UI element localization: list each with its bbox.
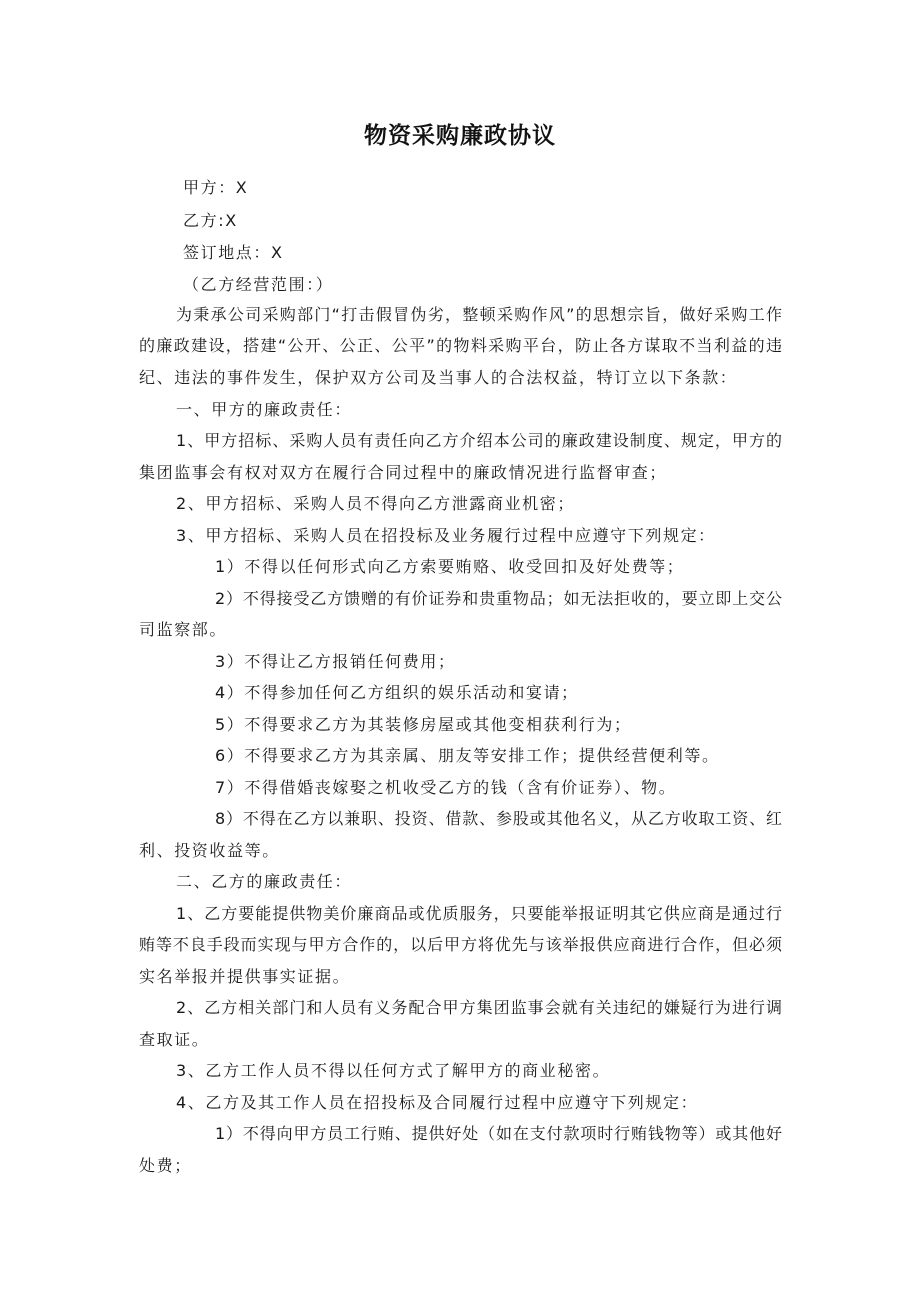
clause-line: 4、乙方及其工作人员在招投标及合同履行过程中应遵守下列规定： — [176, 1093, 699, 1112]
sub-clause-line: 3）不得让乙方报销任何费用； — [215, 652, 456, 671]
party-b: 乙方:X — [183, 211, 238, 230]
sub-clause-line: 司监察部。 — [139, 620, 228, 639]
sub-clause-line: 处费； — [139, 1156, 192, 1175]
section-heading-party-a: 一、甲方的廉政责任： — [176, 400, 353, 419]
sub-clause-line: 2）不得接受乙方馈赠的有价证券和贵重物品；如无法拒收的，要立即上交公 — [215, 589, 782, 608]
clause-line: 1、甲方招标、采购人员有责任向乙方介绍本公司的廉政建设制度、规定，甲方的 — [176, 431, 782, 450]
intro-line: 的廉政建设，搭建“公开、公正、公平”的物料采购平台，防止各方谋取不当利益的违 — [139, 336, 782, 355]
sub-clause-line: 5）不得要求乙方为其装修房屋或其他变相获利行为； — [215, 715, 632, 734]
party-a: 甲方：X — [183, 178, 249, 197]
intro-line: 为秉承公司采购部门“打击假冒伪劣，整顿采购作风”的思想宗旨，做好采购工作 — [176, 305, 782, 324]
intro-line: 纪、违法的事件发生，保护双方公司及当事人的合法权益，特订立以下条款： — [139, 368, 738, 387]
clause-line: 实名举报并提供事实证据。 — [139, 967, 351, 986]
sub-clause-line: 1）不得向甲方员工行贿、提供好处（如在支付款项时行贿钱物等）或其他好 — [215, 1124, 782, 1143]
section-heading-party-b: 二、乙方的廉政责任： — [176, 872, 353, 891]
clause-line: 2、甲方招标、采购人员不得向乙方泄露商业机密； — [176, 494, 575, 513]
sub-clause-line: 8）不得在乙方以兼职、投资、借款、参股或其他名义，从乙方收取工资、红 — [215, 809, 782, 828]
clause-line: 集团监事会有权对双方在履行合同过程中的廉政情况进行监督审查； — [139, 463, 668, 482]
clause-line: 贿等不良手段而实现与甲方合作的，以后甲方将优先与该举报供应商进行合作，但必须 — [139, 935, 782, 954]
document-title: 物资采购廉政协议 — [364, 123, 556, 149]
clause-line: 3、乙方工作人员不得以任何方式了解甲方的商业秘密。 — [176, 1061, 611, 1080]
sub-clause-line: 利、投资收益等。 — [139, 841, 280, 860]
clause-line: 1、乙方要能提供物美价廉商品或优质服务，只要能举报证明其它供应商是通过行 — [176, 904, 782, 923]
sub-clause-line: 6）不得要求乙方为其亲属、朋友等安排工作；提供经营便利等。 — [215, 746, 720, 765]
sub-clause-line: 1）不得以任何形式向乙方索要贿赂、收受回扣及好处费等； — [215, 557, 685, 576]
sub-clause-line: 7）不得借婚丧嫁娶之机收受乙方的钱（含有价证券）、物。 — [215, 778, 677, 797]
signing-location: 签订地点：X — [183, 243, 284, 262]
clause-line: 3、甲方招标、采购人员在招投标及业务履行过程中应遵守下列规定： — [176, 526, 716, 545]
sub-clause-line: 4）不得参加任何乙方组织的娱乐活动和宴请； — [215, 683, 579, 702]
business-scope: （乙方经营范围：） — [183, 275, 334, 294]
clause-line: 查取证。 — [139, 1030, 210, 1049]
clause-line: 2、乙方相关部门和人员有义务配合甲方集团监事会就有关违纪的嫌疑行为进行调 — [176, 998, 782, 1017]
